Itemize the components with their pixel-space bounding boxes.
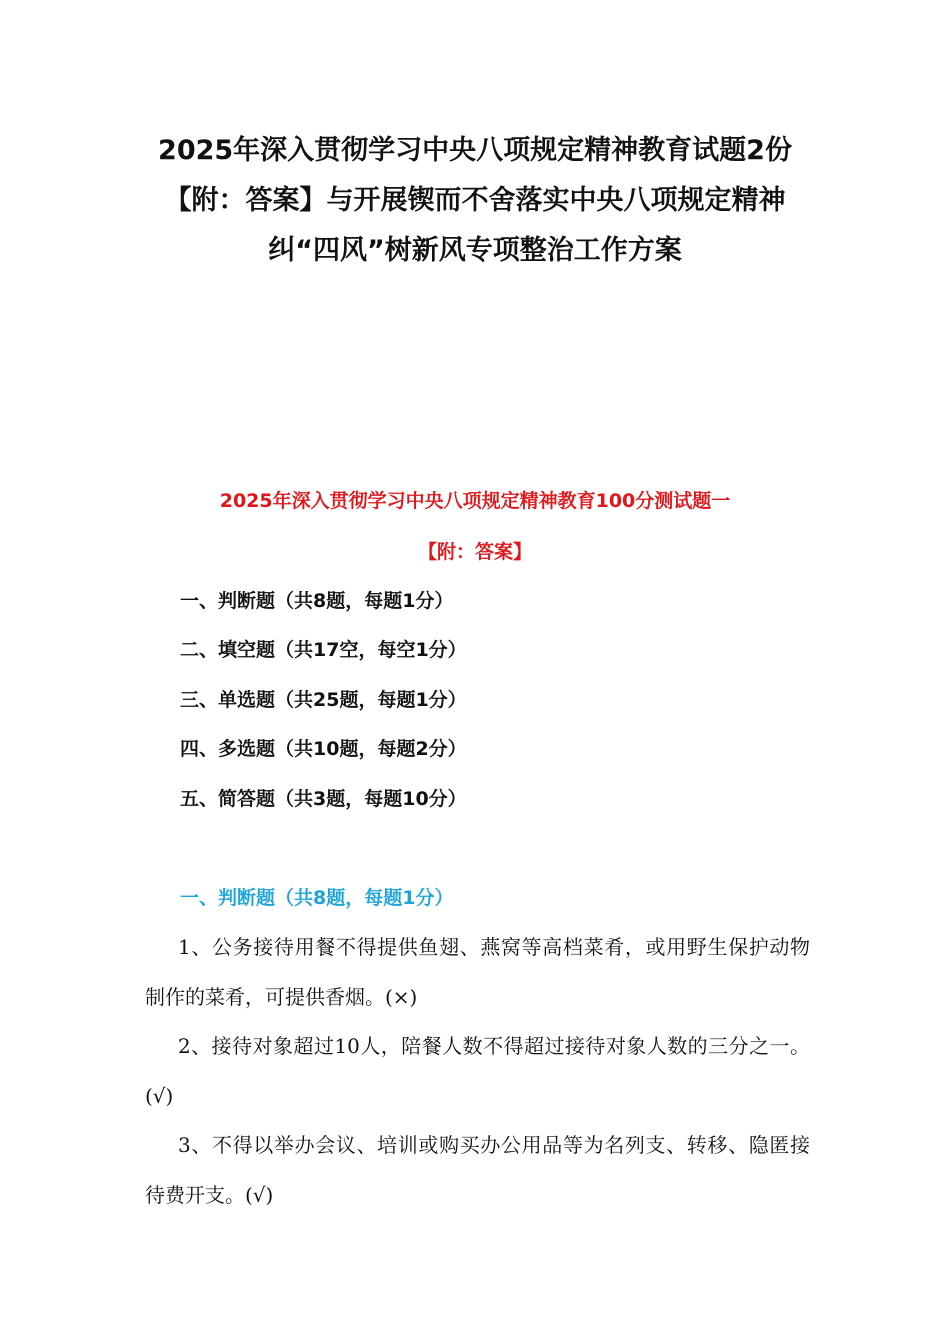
test-title: 2025年深入贯彻学习中央八项规定精神教育100分测试题一 [219, 490, 731, 512]
question-paragraph: 1、公务接待用餐不得提供鱼翅、燕窝等高档菜肴，或用野生保护动物制作的菜肴，可提供香烟。(×) [145, 935, 810, 1009]
toc-item: 四、多选题（共10题，每题2分） [180, 738, 467, 760]
section-heading: 一、判断题（共8题，每题1分） [180, 887, 454, 909]
toc-item: 一、判断题（共8题，每题1分） [180, 590, 454, 612]
document-title: 2025年深入贯彻学习中央八项规定精神教育试题2份【附：答案】与开展锲而不舍落实中央八项规定精神纠“四风”树新风专项整治工作方案 [158, 135, 792, 266]
test-subtitle: 【附：答案】 [417, 541, 532, 563]
toc-item: 五、简答题（共3题，每题10分） [180, 788, 467, 810]
toc-item: 三、单选题（共25题，每题1分） [180, 689, 467, 711]
question-paragraph: 3、不得以举办会议、培训或购买办公用品等为名列支、转移、隐匿接待费开支。(√) [145, 1133, 810, 1207]
toc-item: 二、填空题（共17空，每空1分） [180, 639, 467, 661]
question-paragraph: 2、接待对象超过10人，陪餐人数不得超过接待对象人数的三分之一。 (√) [145, 1034, 810, 1108]
